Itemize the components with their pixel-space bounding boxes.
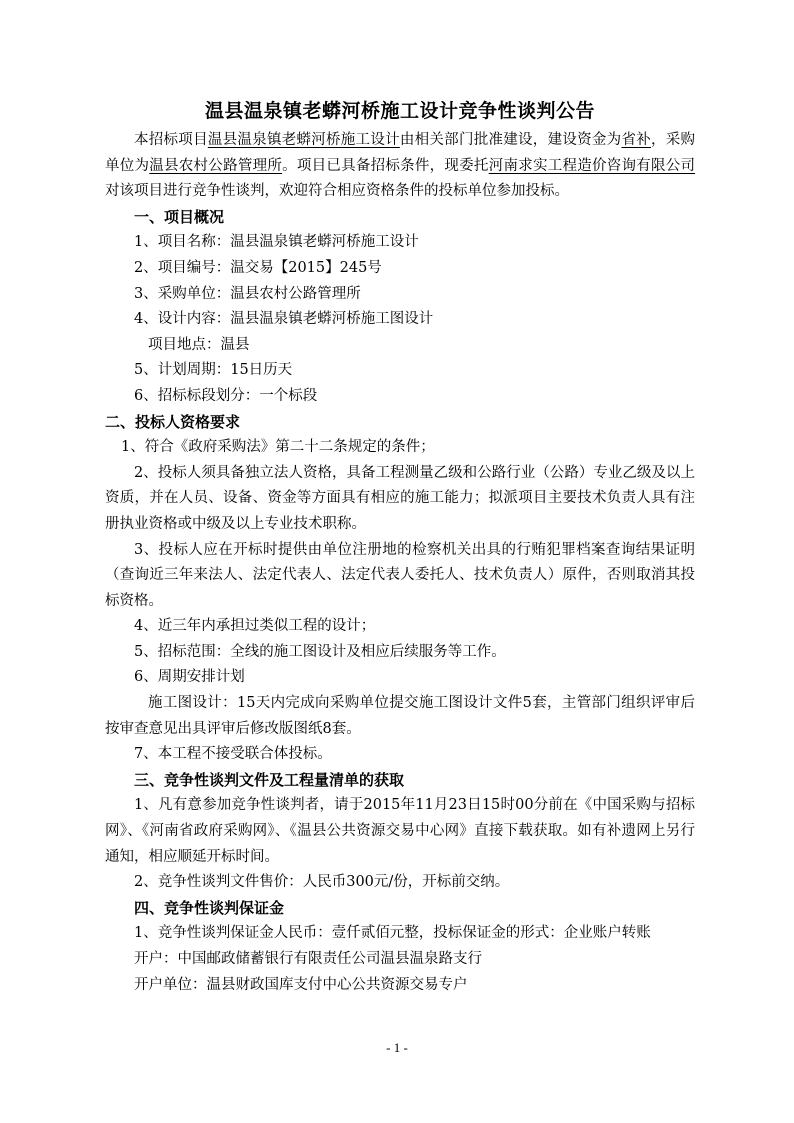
list-item: 4、设计内容：温县温泉镇老蟒河桥施工图设计 (134, 311, 434, 328)
list-item: 项目地点：温县 (148, 336, 250, 353)
list-item: 5、计划周期：15日历天 (134, 362, 293, 379)
section-heading: 四、竞争性谈判保证金 (134, 898, 285, 917)
list-item: 1、竞争性谈判保证金人民币：壹仟贰佰元整，投标保证金的形式：企业账户转账 (134, 925, 651, 942)
list-item: 5、招标范围：全线的施工图设计及相应后续服务等工作。 (134, 643, 506, 660)
intro-text: 本招标项目 (134, 132, 208, 148)
intro-text: 由相关部门批准建设，建设资金为 (399, 132, 622, 148)
intro-text: 。项目已具备招标条件，现委托 (282, 157, 489, 174)
list-item: 7、本工程不接受联合体投标。 (134, 746, 332, 763)
list-item: 2、项目编号：温交易【2015】245号 (134, 259, 382, 276)
list-item: 开户单位：温县财政国库支付中心公共资源交易专户 (134, 976, 468, 993)
project-name-underlined: 温县温泉镇老蟒河桥施工设计 (207, 132, 400, 148)
intro-text: 对该项目进行竞争性谈判，欢迎符合相应资格条件的投标单位参加投标。 (105, 183, 569, 200)
page-number: - 1 - (386, 1040, 408, 1055)
list-item: 1、符合《政府采购法》第二十二条规定的条件； (121, 439, 435, 456)
intro-paragraph (105, 128, 695, 205)
document-title: 温县温泉镇老蟒河桥施工设计竞争性谈判公告 (204, 100, 595, 122)
intro-text: ，采购单位为 (105, 132, 696, 174)
list-item: 1、项目名称：温县温泉镇老蟒河桥施工设计 (134, 234, 419, 251)
agency-underlined: 河南求实工程造价咨询有限公司 (488, 157, 696, 174)
list-item: 施工图设计：15天内完成向采购单位提交施工图设计文件5套，主管部门组织评审后按审查意见出具评审后修改版图纸8套。 (105, 695, 695, 737)
purchaser-underlined: 温县农村公路管理所 (149, 157, 283, 174)
list-item: 6、周期安排计划 (134, 669, 245, 686)
section-heading: 一、项目概况 (134, 207, 225, 226)
list-item: 3、采购单位：温县农村公路管理所 (134, 285, 361, 302)
list-item: 1、凡有意参加竞争性谈判者，请于2015年11月23日15时00分前在《中国采购与招标网》、《河南省政府采购网》、《温县公共资源交易中心网》直接下载获取。如有补遗网上另行通知，相应顺延开标时间。 (105, 797, 695, 865)
section-heading: 三、竞争性谈判文件及工程量清单的获取 (134, 770, 405, 789)
document-page (105, 96, 695, 998)
list-item: 3、投标人应在开标时提供由单位注册地的检察机关出具的行贿犯罪档案查询结果证明（查询近三年来法人、法定代表人、法定代表人委托人、技术负责人）原件，否则取消其投标资格。 (105, 541, 695, 609)
list-item: 2、投标人须具备独立法人资格，具备工程测量乙级和公路行业（公路）专业乙级及以上资质，并在人员、设备、资金等方面具有相应的施工能力；拟派项目主要技术负责人具有注册执业资格或中级及以上专业技术职称。 (105, 464, 695, 532)
list-item: 2、竞争性谈判文件售价：人民币300元/份，开标前交纳。 (134, 874, 510, 891)
fund-source-underlined: 省补 (621, 132, 651, 148)
section-heading: 二、投标人资格要求 (105, 412, 241, 431)
list-item: 4、近三年内承担过类似工程的设计； (134, 618, 376, 635)
list-item: 开户：中国邮政储蓄银行有限责任公司温县温泉路支行 (134, 951, 482, 967)
list-item: 6、招标标段划分：一个标段 (134, 387, 318, 404)
